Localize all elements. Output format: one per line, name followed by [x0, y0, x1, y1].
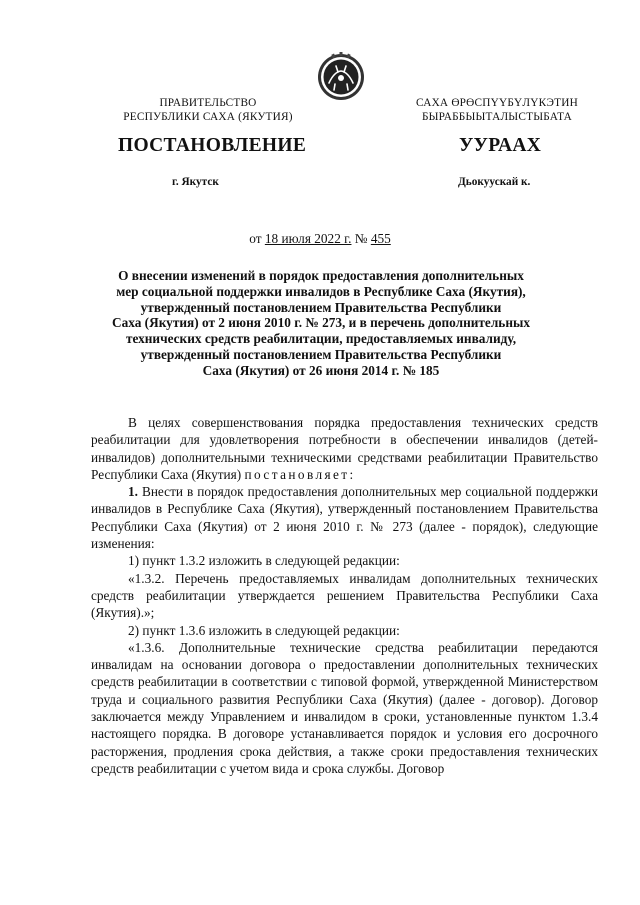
issuer-ru-line1: ПРАВИТЕЛЬСТВО: [159, 97, 257, 109]
doctype-sah: УУРААХ: [459, 135, 542, 156]
city-ru: г. Якутск: [172, 176, 219, 188]
document-body: [91, 414, 598, 777]
dateline-prefix: от: [249, 231, 262, 246]
title-line: технических средств реабилитации, предоставляемых инвалиду,: [125, 331, 517, 347]
title-line: утвержденный постановлением Правительства Республики: [140, 299, 502, 315]
issuer-sah: [384, 96, 610, 124]
document-number: 455: [370, 231, 391, 246]
doctype-ru: ПОСТАНОВЛЕНИЕ: [118, 135, 307, 156]
body-paragraph-quote-1-3-6: «1.3.6. Дополнительные технические средства реабилитации передаются инвалидам на основании договора о предоставлении дополнительных технических средств реабилитации в соответствии с типовой формой, утвержденной Министерством труда и социального развития Республики Саха (Якутия) (далее - договор). Договор заключается между Управлением и инвалидом в сроки, установленные пунктом 1.3.4 настоящего порядка. В договоре устанавливается порядок и условия его досрочного расторжения, продления срока действия, а также сроки предоставления технических средств реабилитации с учетом вида и срока службы. Договор: [91, 639, 598, 776]
body-paragraph-subitem-2: 2) пункт 1.3.6 изложить в следующей редакции:: [128, 622, 400, 638]
issuer-sah-line2: БЫРАББЫЫТАЛЫСТЫБАТА: [421, 111, 573, 123]
document-title: [90, 268, 552, 379]
body-paragraph-subitem-1: 1) пункт 1.3.2 изложить в следующей редакции:: [128, 553, 400, 569]
document-dateline: [0, 231, 640, 247]
number-sign: №: [354, 231, 368, 246]
issuer-ru-line2: РЕСПУБЛИКИ САХА (ЯКУТИЯ): [123, 111, 293, 123]
item-number: 1.: [128, 484, 138, 500]
title-line: Саха (Якутия) от 2 июня 2010 г. № 273, и в перечень дополнительных: [111, 315, 531, 331]
issuer-sah-line1: САХА ӨРӨСПҮҮБҮЛҮКЭТИН: [416, 97, 578, 109]
title-line: О внесении изменений в порядок предоставления дополнительных: [118, 268, 524, 283]
title-line: Саха (Якутия) от 26 июня 2014 г. № 185: [202, 362, 440, 378]
resolves-word: постановляет:: [244, 466, 356, 482]
body-paragraph-item-1: [91, 483, 598, 552]
body-paragraph-quote-1-3-2: «1.3.2. Перечень предоставляемых инвалидам дополнительных технических средств реабилитации утверждается решением Правительства Республики Саха (Якутия).»;: [91, 570, 598, 621]
body-paragraph-preamble: [91, 414, 598, 483]
republic-emblem-icon: [316, 50, 366, 102]
preamble-text: В целях совершенствования порядка предоставления технических средств реабилитации для удовлетворения потребности в обеспечении инвалидов (детей-инвалидов) дополнительными техническими средствами реабилитации Правительство Республики Саха (Якутия): [91, 415, 598, 482]
title-line: мер социальной поддержки инвалидов в Республике Саха (Якутия),: [116, 283, 526, 299]
item-1-text: Внести в порядок предоставления дополнительных мер социальной поддержки инвалидов в Республике Саха (Якутия), утвержденный постановлением Правительства Республики Саха (Якутия) от 2 июня 2010 г. № 273 (далее - порядок), следующие изменения:: [91, 484, 598, 552]
document-date: 18 июля 2022 г.: [264, 231, 352, 246]
city-sah: Дьокуускай к.: [458, 176, 531, 188]
issuer-ru: [103, 96, 313, 124]
title-line: утвержденный постановлением Правительства Республики: [140, 346, 502, 362]
